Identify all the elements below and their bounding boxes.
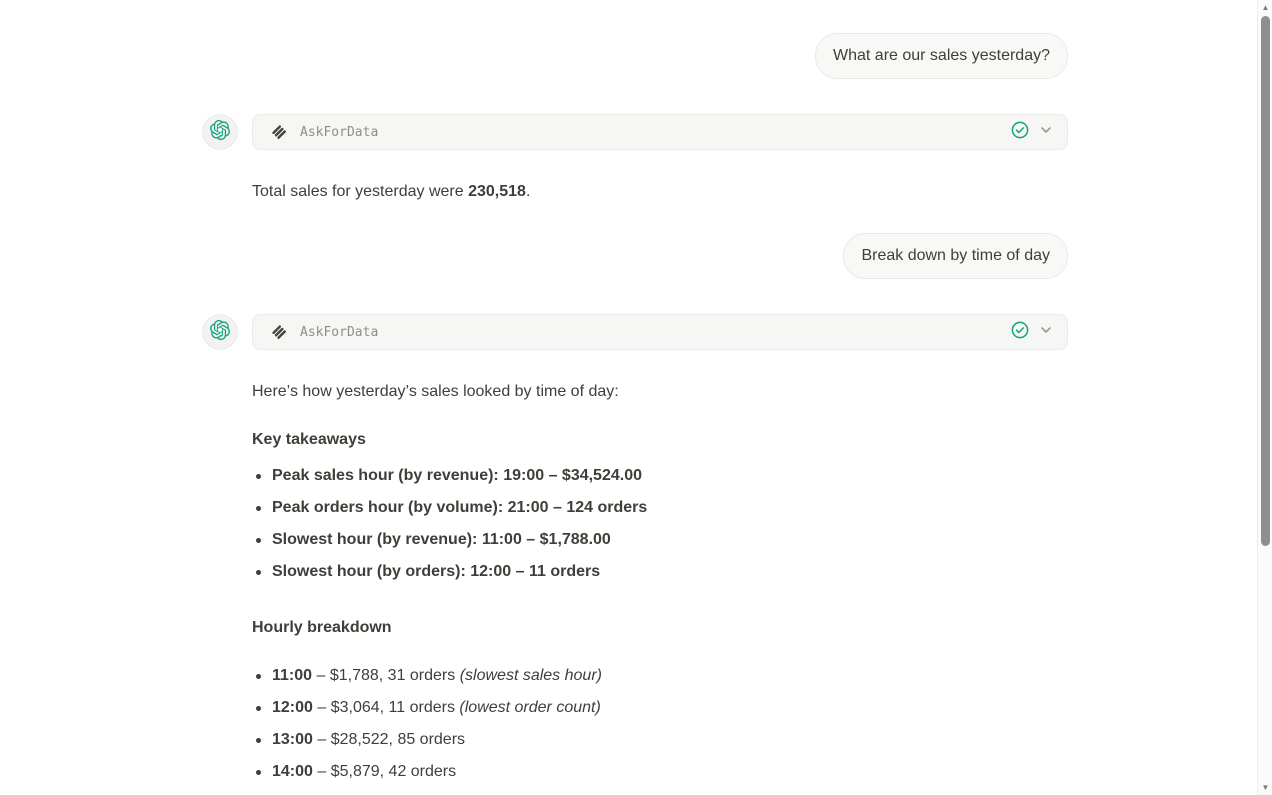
takeaways-heading: Key takeaways <box>252 431 366 448</box>
total-sales-value: 230,518 <box>468 183 526 200</box>
assistant-avatar <box>202 114 238 150</box>
list-item: Peak sales hour (by revenue): 19:00 – $34,524.00 <box>252 460 1068 492</box>
list-item: 12:00 – $3,064, 11 orders (lowest order count) <box>252 692 1068 724</box>
list-item: 14:00 – $5,879, 42 orders <box>252 756 1068 788</box>
list-item: Peak orders hour (by volume): 21:00 – 124 orders <box>252 492 1068 524</box>
openai-logo-icon <box>210 320 230 345</box>
list-item: Slowest hour (by revenue): 11:00 – $1,788.00 <box>252 524 1068 556</box>
hourly-list <box>252 660 1068 788</box>
answer-2-intro: Here’s how yesterday’s sales looked by time of day: <box>252 383 619 400</box>
hourly-heading: Hourly breakdown <box>252 619 392 636</box>
conversation <box>252 0 1068 788</box>
answer-1-text: Total sales for yesterday were 230,518. <box>252 183 531 200</box>
tool-layers-icon <box>271 324 288 341</box>
scrollbar[interactable] <box>1257 0 1272 795</box>
list-item: 13:00 – $28,522, 85 orders <box>252 724 1068 756</box>
chevron-down-icon[interactable] <box>1039 123 1053 142</box>
scrollbar-thumb[interactable] <box>1261 16 1270 546</box>
takeaways-list <box>252 460 1068 588</box>
scrollbar-down-arrow[interactable]: ▼ <box>1261 783 1270 792</box>
assistant-turn-2 <box>252 314 1068 350</box>
tool-layers-icon <box>271 124 288 141</box>
tool-call-bar-askfordata[interactable] <box>252 314 1068 350</box>
tool-call-bar-askfordata[interactable] <box>252 114 1068 150</box>
scrollbar-up-arrow[interactable]: ▲ <box>1261 3 1270 12</box>
chevron-down-icon[interactable] <box>1039 323 1053 342</box>
tool-name-label: AskForData <box>300 124 379 140</box>
openai-logo-icon <box>210 120 230 145</box>
user-message-bubble: What are our sales yesterday? <box>815 33 1068 79</box>
list-item: 11:00 – $1,788, 31 orders (slowest sales hour) <box>252 660 1068 692</box>
user-message-bubble: Break down by time of day <box>843 233 1068 279</box>
assistant-turn-1 <box>252 114 1068 150</box>
tool-name-label: AskForData <box>300 324 379 340</box>
list-item: Slowest hour (by orders): 12:00 – 11 orders <box>252 556 1068 588</box>
status-check-icon <box>1011 321 1029 344</box>
assistant-avatar <box>202 314 238 350</box>
status-check-icon <box>1011 121 1029 144</box>
